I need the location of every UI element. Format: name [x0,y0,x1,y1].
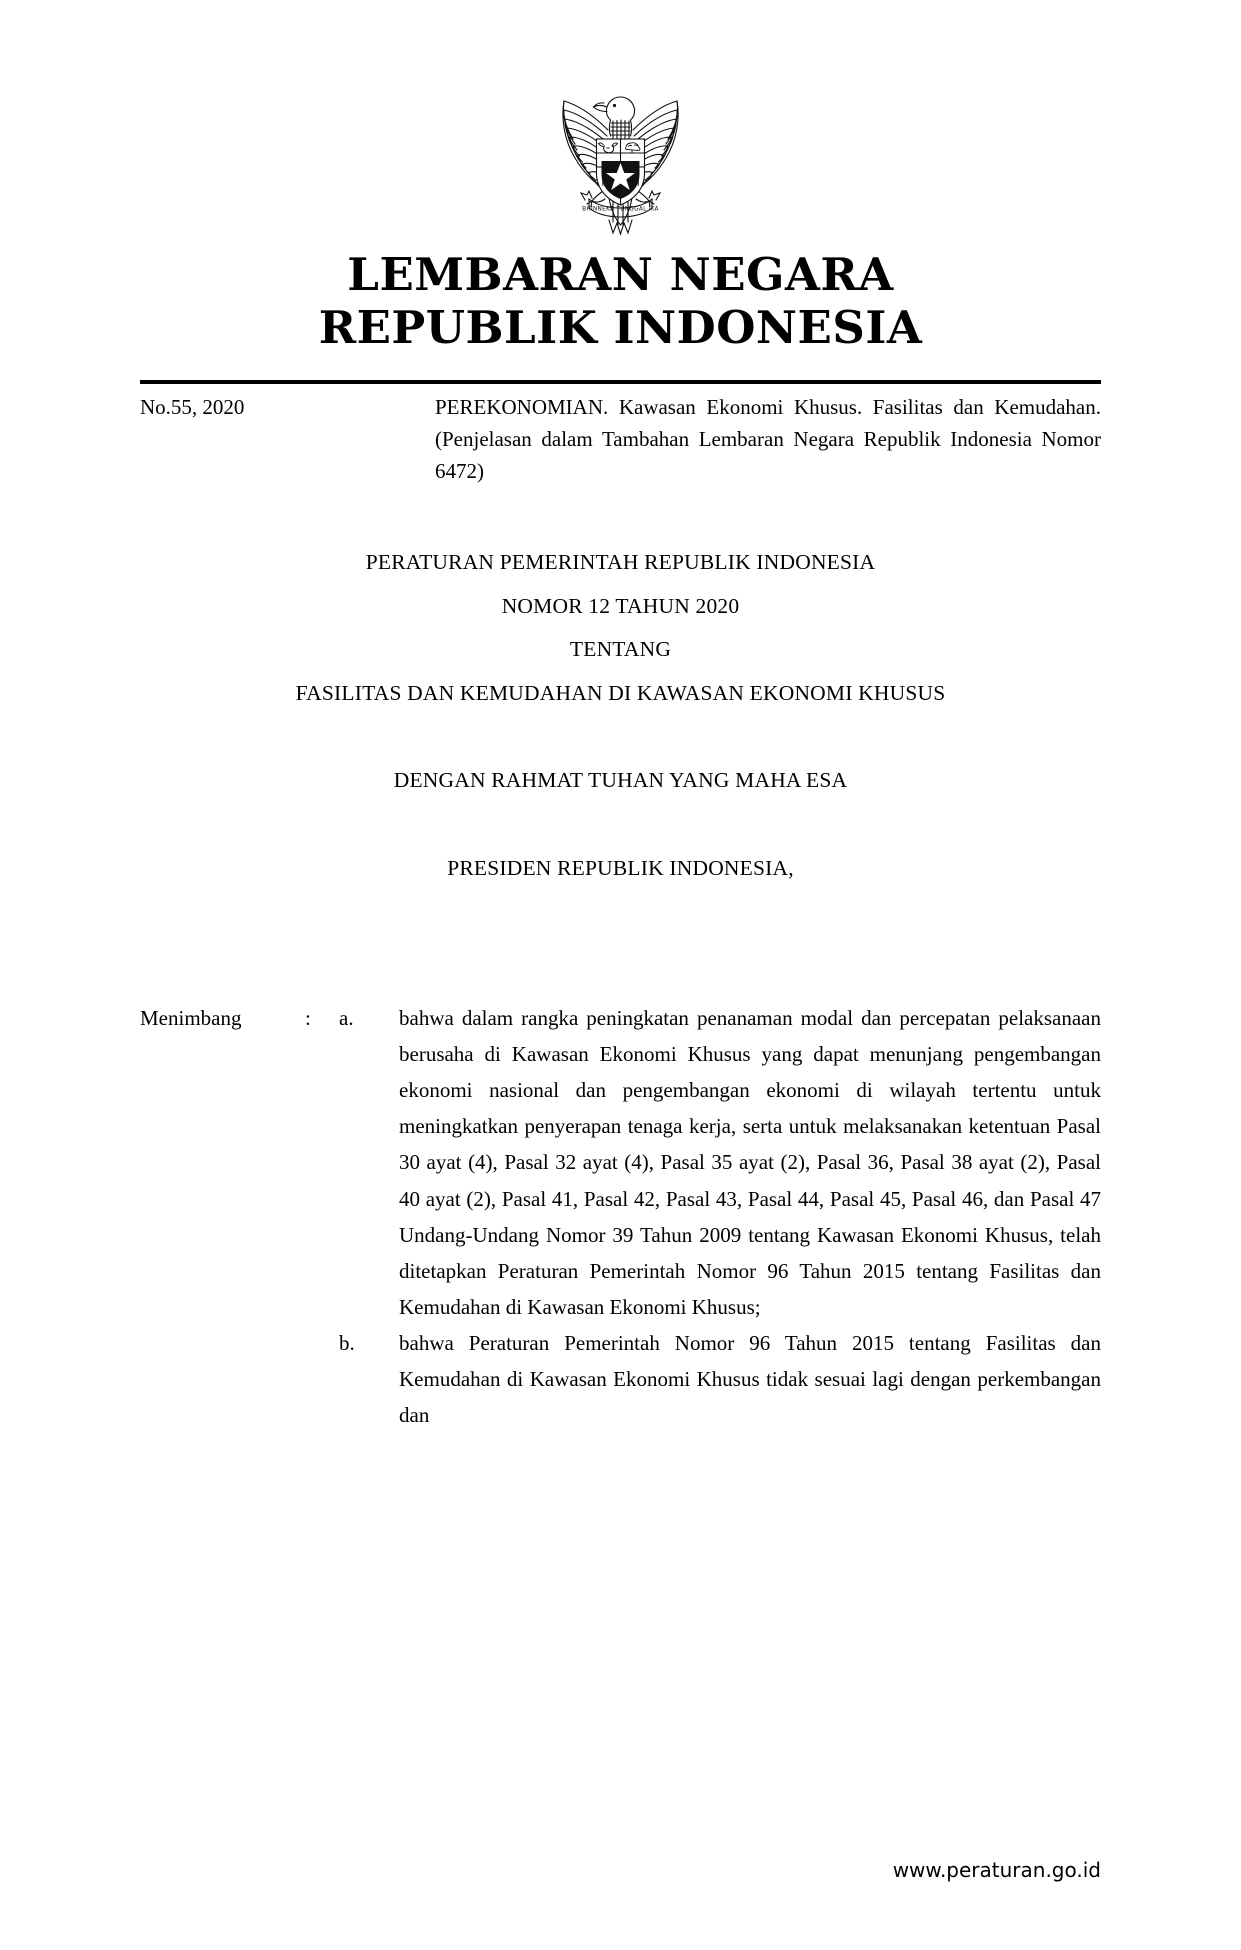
consideration-item-a [140,1000,1101,1325]
footer [140,1858,1101,1882]
masthead [0,248,1241,354]
clause-marker-b: b. [339,1330,355,1355]
masthead-title-line1: LEMBARAN NEGARA [347,248,894,301]
title-block [120,552,1121,879]
clause-marker-a: a. [339,1006,354,1030]
masthead-meta [140,392,1101,488]
emblem-motto: BHINNEKA TUNGGAL IKA [582,206,659,213]
authority-line: PRESIDEN REPUBLIK INDONESIA, [447,855,794,880]
considerations-colon: : [305,1006,311,1030]
gazette-subject: PEREKONOMIAN. Kawasan Ekonomi Khusus. Fasilitas dan Kemudahan. (Penjelasan dalam Tambahan Lembaran Negara Republik Indonesia Nomor 6472) [435,395,1101,483]
regulation-subject: FASILITAS DAN KEMUDAHAN DI KAWASAN EKONOMI KHUSUS [295,680,946,705]
regulation-title: PERATURAN PEMERINTAH REPUBLIK INDONESIA [365,550,876,574]
spacer [120,726,1121,770]
considerations-label: Menimbang [140,1006,242,1030]
emblem-container [0,55,1241,250]
clause-text-a: bahwa dalam rangka peningkatan penanaman modal dan percepatan pelaksanaan berusaha di Kawasan Ekonomi Khusus yang dapat menunjang pengembangan ekonomi nasional dan pengembangan ekonomi di wilayah tertentu untuk meningkatkan penyerapan tenaga kerja, serta untuk melaksanakan ketentuan Pasal 30 ayat (4), Pasal 32 ayat (4), Pasal 35 ayat (2), Pasal 36, Pasal 38 ayat (2), Pasal 40 ayat (2), Pasal 41, Pasal 42, Pasal 43, Pasal 44, Pasal 45, Pasal 46, dan Pasal 47 Undang-Undang Nomor 39 Tahun 2009 tentang Kawasan Ekonomi Khusus, telah ditetapkan Peraturan Pemerintah Nomor 96 Tahun 2015 tentang Fasilitas dan Kemudahan di Kawasan Ekonomi Khusus; [399,1006,1101,1319]
garuda-pancasila-icon [533,55,708,245]
about-label: TENTANG [569,637,672,661]
clause-text-b: bahwa Peraturan Pemerintah Nomor 96 Tahun 2015 tentang Fasilitas dan Kemudahan di Kawasan Ekonomi Khusus tidak sesuai lagi dengan perkembangan dan [399,1330,1101,1428]
gazette-number: No.55, 2020 [140,395,245,419]
masthead-title-line2: REPUBLIK INDONESIA [318,301,923,355]
regulation-number: NOMOR 12 TAHUN 2020 [501,593,740,618]
masthead-divider [140,380,1101,384]
footer-url: www.peraturan.go.id [892,1858,1101,1882]
spacer [120,814,1121,858]
blessing-line: DENGAN RAHMAT TUHAN YANG MAHA ESA [393,768,848,792]
considerations-block [140,1000,1101,1433]
consideration-item-b [140,1325,1101,1433]
